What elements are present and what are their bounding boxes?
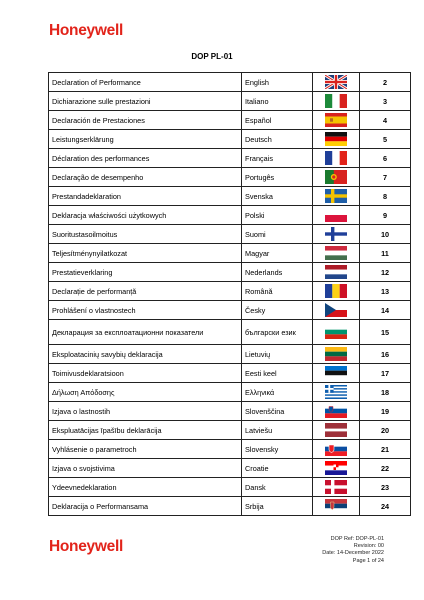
page-number: 22: [360, 459, 411, 478]
fr-flag-icon: [325, 151, 347, 165]
table-row: [49, 225, 411, 244]
flag-cell: [313, 301, 360, 320]
flag-cell: [313, 364, 360, 383]
table-row: [49, 263, 411, 282]
page-number: 18: [360, 383, 411, 402]
pl-flag-icon: [325, 208, 347, 222]
declaration-title: Декларация за експлоатационни показатели: [49, 320, 242, 345]
declaration-title: Toimivusdeklaratsioon: [49, 364, 242, 383]
language-name: Croatie: [242, 459, 313, 478]
language-index-table: [48, 72, 411, 516]
declaration-title: Eksploatacinių savybių deklaracija: [49, 345, 242, 364]
language-name: Nederlands: [242, 263, 313, 282]
language-name: Slovensky: [242, 440, 313, 459]
declaration-title: Declaração de desempenho: [49, 168, 242, 187]
table-row: [49, 92, 411, 111]
page-number: 9: [360, 206, 411, 225]
table-row: [49, 345, 411, 364]
lv-flag-icon: [325, 423, 347, 437]
table-row: [49, 440, 411, 459]
it-flag-icon: [325, 94, 347, 108]
table-row: [49, 111, 411, 130]
declaration-title: Prohlášení o vlastnostech: [49, 301, 242, 320]
declaration-title: Dichiarazione sulle prestazioni: [49, 92, 242, 111]
language-name: български език: [242, 320, 313, 345]
language-name: Français: [242, 149, 313, 168]
language-name: Latviešu: [242, 421, 313, 440]
table-row: [49, 383, 411, 402]
language-name: Srbija: [242, 497, 313, 516]
language-name: Suomi: [242, 225, 313, 244]
page-number: 14: [360, 301, 411, 320]
rs-flag-icon: [325, 499, 347, 513]
flag-cell: [313, 92, 360, 111]
declaration-title: Ekspluatācijas īpašību deklarācija: [49, 421, 242, 440]
fi-flag-icon: [325, 227, 347, 241]
page-number: Page 1 of 24: [352, 557, 384, 564]
flag-cell: [313, 320, 360, 345]
flag-cell: [313, 402, 360, 421]
language-name: Magyar: [242, 244, 313, 263]
language-name: Eesti keel: [242, 364, 313, 383]
table-row: [49, 402, 411, 421]
dk-flag-icon: [325, 480, 347, 494]
declaration-title: Leistungserklärung: [49, 130, 242, 149]
flag-cell: [313, 225, 360, 244]
lt-flag-icon: [325, 347, 347, 361]
declaration-title: Declaration of Performance: [49, 73, 242, 92]
flag-cell: [313, 478, 360, 497]
page-number: 10: [360, 225, 411, 244]
table-row: [49, 459, 411, 478]
table-row: [49, 187, 411, 206]
doc-ref: DOP Ref: DOP-PL-01: [330, 536, 384, 542]
language-name: Polski: [242, 206, 313, 225]
document-footer: [322, 536, 384, 565]
nl-flag-icon: [325, 265, 347, 279]
page-number: 11: [360, 244, 411, 263]
hr-flag-icon: [325, 461, 347, 475]
si-flag-icon: [325, 404, 347, 418]
table-row: [49, 130, 411, 149]
flag-cell: [313, 244, 360, 263]
declaration-title: Izjava o svojstivima: [49, 459, 242, 478]
table-row: [49, 168, 411, 187]
language-name: English: [242, 73, 313, 92]
page-number: 4: [360, 111, 411, 130]
gb-flag-icon: [325, 75, 347, 89]
date: Date: 14-December 2022: [322, 550, 384, 557]
language-name: Română: [242, 282, 313, 301]
table-row: [49, 244, 411, 263]
language-name: Italiano: [242, 92, 313, 111]
flag-cell: [313, 345, 360, 364]
language-name: Portugês: [242, 168, 313, 187]
page-number: 17: [360, 364, 411, 383]
sk-flag-icon: [325, 442, 347, 456]
page-number: 16: [360, 345, 411, 364]
ee-flag-icon: [325, 366, 347, 380]
cz-flag-icon: [325, 303, 347, 317]
es-flag-icon: [325, 113, 347, 127]
flag-cell: [313, 421, 360, 440]
declaration-title: Declarație de performanță: [49, 282, 242, 301]
se-flag-icon: [325, 189, 347, 203]
declaration-title: Izjava o lastnostih: [49, 402, 242, 421]
flag-cell: [313, 206, 360, 225]
declaration-title: Deklaracja właściwości użytkowych: [49, 206, 242, 225]
table-row: [49, 206, 411, 225]
page-number: 2: [360, 73, 411, 92]
document-title: DOP PL-01: [191, 52, 233, 61]
declaration-title: Teljesítménynyilatkozat: [49, 244, 242, 263]
pt-flag-icon: [325, 170, 347, 184]
table-row: [49, 478, 411, 497]
table-row: [49, 320, 411, 345]
flag-cell: [313, 130, 360, 149]
flag-cell: [313, 111, 360, 130]
flag-cell: [313, 383, 360, 402]
declaration-title: Ydeevnedeklaration: [49, 478, 242, 497]
page-number: 3: [360, 92, 411, 111]
hu-flag-icon: [325, 246, 347, 260]
language-name: Español: [242, 111, 313, 130]
table-row: [49, 421, 411, 440]
language-name: Ελληνικά: [242, 383, 313, 402]
gr-flag-icon: [325, 385, 347, 399]
declaration-title: Suoritustasoilmoitus: [49, 225, 242, 244]
page-number: 13: [360, 282, 411, 301]
declaration-title: Declaración de Prestaciones: [49, 111, 242, 130]
table-row: [49, 149, 411, 168]
table-row: [49, 364, 411, 383]
language-name: Lietuvių: [242, 345, 313, 364]
flag-cell: [313, 187, 360, 206]
flag-cell: [313, 440, 360, 459]
language-name: Dansk: [242, 478, 313, 497]
page-number: 19: [360, 402, 411, 421]
flag-cell: [313, 168, 360, 187]
declaration-title: Prestatieverklaring: [49, 263, 242, 282]
de-flag-icon: [325, 132, 347, 146]
page-number: 15: [360, 320, 411, 345]
declaration-title: Δήλωση Απόδοσης: [49, 383, 242, 402]
page-number: 5: [360, 130, 411, 149]
flag-cell: [313, 263, 360, 282]
flag-cell: [313, 149, 360, 168]
language-name: Deutsch: [242, 130, 313, 149]
honeywell-logo: Honeywell: [49, 22, 123, 39]
bg-flag-icon: [325, 325, 347, 339]
page-number: 21: [360, 440, 411, 459]
honeywell-logo-footer: Honeywell: [49, 538, 123, 555]
page-number: 23: [360, 478, 411, 497]
language-name: Slovenščina: [242, 402, 313, 421]
page-number: 6: [360, 149, 411, 168]
language-name: Svenska: [242, 187, 313, 206]
ro-flag-icon: [325, 284, 347, 298]
flag-cell: [313, 73, 360, 92]
table-row: [49, 301, 411, 320]
page-number: 20: [360, 421, 411, 440]
page-number: 7: [360, 168, 411, 187]
page-number: 12: [360, 263, 411, 282]
declaration-title: Deklaracija o Performansama: [49, 497, 242, 516]
revision: Revision: 00: [353, 543, 384, 550]
table-row: [49, 73, 411, 92]
declaration-title: Déclaration des performances: [49, 149, 242, 168]
table-row: [49, 282, 411, 301]
language-name: Česky: [242, 301, 313, 320]
flag-cell: [313, 459, 360, 478]
page-number: 8: [360, 187, 411, 206]
table-row: [49, 497, 411, 516]
flag-cell: [313, 282, 360, 301]
page-number: 24: [360, 497, 411, 516]
declaration-title: Prestandadeklaration: [49, 187, 242, 206]
flag-cell: [313, 497, 360, 516]
declaration-title: Vyhlásenie o parametroch: [49, 440, 242, 459]
